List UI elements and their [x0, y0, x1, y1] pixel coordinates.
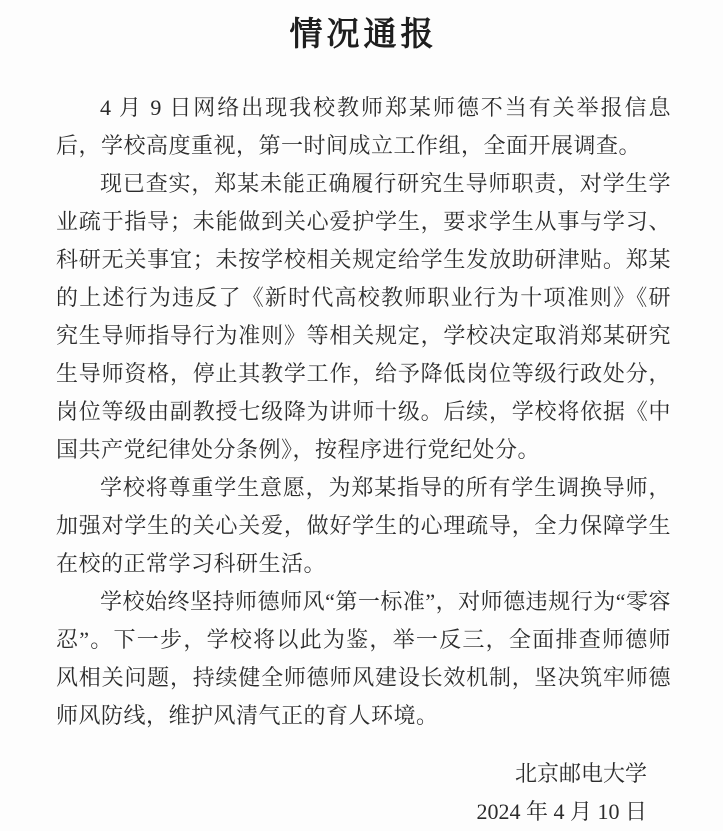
document-title: 情况通报 — [289, 17, 438, 53]
signature-organization: 北京邮电大学 — [514, 761, 647, 786]
signature-date: 2024 年 4 月 10 日 — [476, 799, 647, 824]
paragraph-investigation-start: 4 月 9 日网络出现我校教师郑某师德不当有关举报信息后，学校高度重视，第一时间成立工作组，全面开展调查。 — [56, 95, 671, 158]
signature-block — [56, 755, 671, 831]
paragraph-future-measures: 学校始终坚持师德师风“第一标准”，对师德违规行为“零容忍”。下一步，学校将以此为鉴，举一反三，全面排查师德师风相关问题，持续健全师德师风建设长效机制，坚决筑牢师德师风防线，维护风清气正的育人环境。 — [56, 589, 671, 728]
document-body — [56, 89, 671, 735]
paragraph-student-support: 学校将尊重学生意愿，为郑某指导的所有学生调换导师，加强对学生的关心关爱，做好学生的心理疏导，全力保障学生在校的正常学习科研生活。 — [56, 475, 671, 576]
paragraph-findings-and-penalties: 现已查实，郑某未能正确履行研究生导师职责，对学生学业疏于指导；未能做到关心爱护学生，要求学生从事与学习、科研无关事宜；未按学校相关规定给学生发放助研津贴。郑某的上述行为违反了《新时代高校教师职业行为十项准则》《研究生导师指导行为准则》等相关规定，学校决定取消郑某研究生导师资格，停止其教学工作，给予降低岗位等级行政处分，岗位等级由副教授七级降为讲师十级。后续，学校将依据《中国共产党纪律处分条例》，按程序进行党纪处分。 — [56, 171, 671, 462]
